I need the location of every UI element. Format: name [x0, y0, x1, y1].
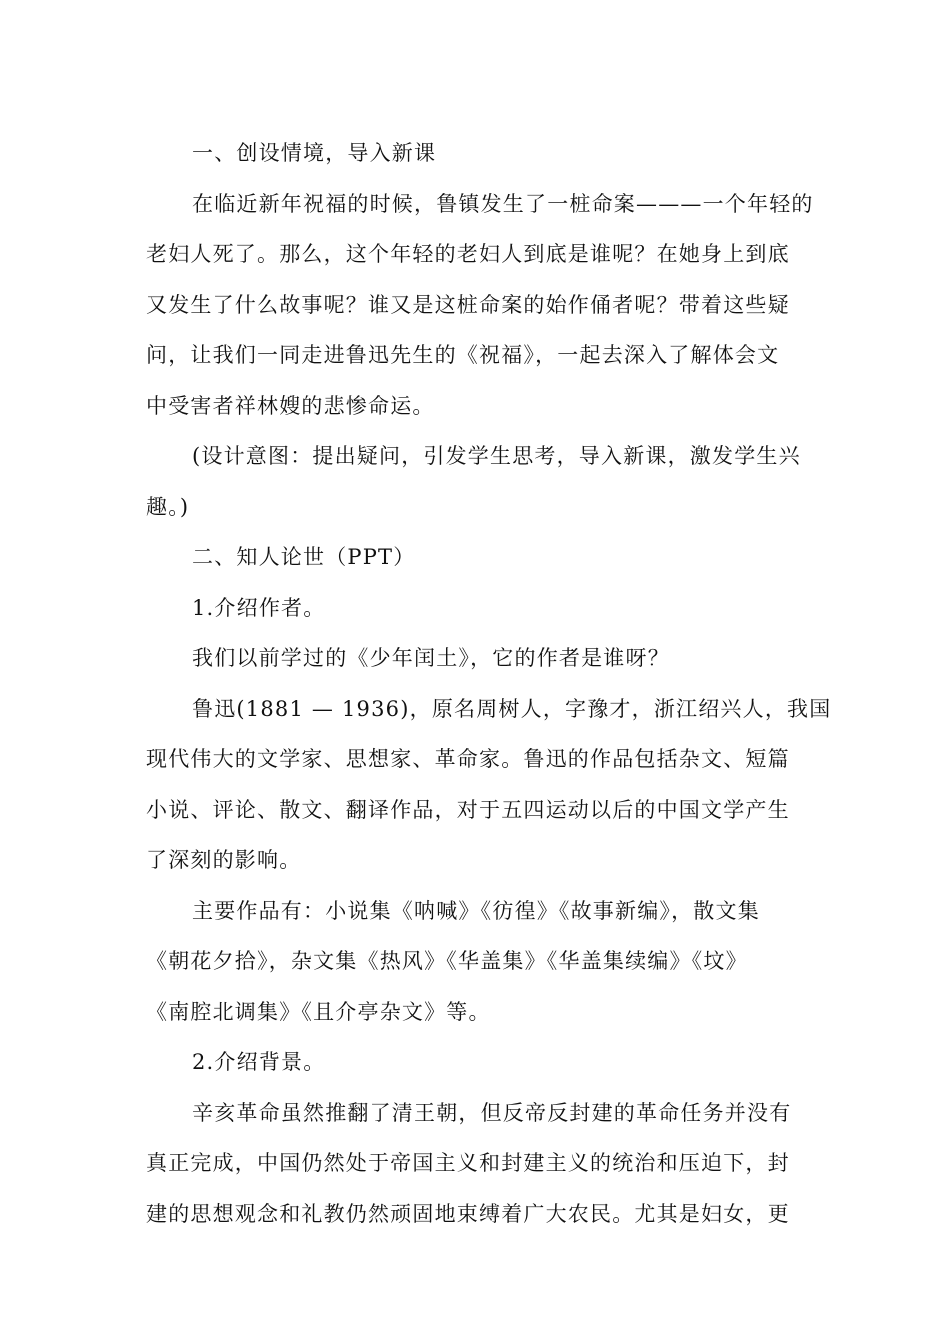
- subsection-heading-background: 2.介绍背景。: [192, 1050, 326, 1074]
- text-line: 我们以前学过的《少年闰土》，它的作者是谁呀？: [192, 646, 670, 670]
- text-line: 又发生了什么故事呢？谁又是这桩命案的始作俑者呢？带着这些疑: [146, 292, 790, 317]
- text-line: 问，让我们一同走进鲁迅先生的《祝福》，一起去深入了解体会文: [146, 343, 780, 367]
- document-body: [146, 128, 832, 1239]
- text-line: 趣。): [146, 494, 190, 519]
- text-line: 鲁迅(1881 — 1936)，原名周树人，字豫才，浙江绍兴人，我国: [192, 696, 832, 721]
- text-line: 在临近新年祝福的时候，鲁镇发生了一桩命案———一个年轻的: [192, 191, 814, 216]
- subsection-heading-author: 1.介绍作者。: [192, 595, 326, 620]
- text-line: 《南腔北调集》《且介亭杂文》等。: [146, 999, 491, 1024]
- design-intent-note: (设计意图：提出疑问，引发学生思考，导入新课，激发学生兴: [192, 444, 801, 468]
- text-line: 真正完成，中国仍然处于帝国主义和封建主义的统治和压迫下，封: [146, 1151, 790, 1175]
- text-line: 老妇人死了。那么，这个年轻的老妇人到底是谁呢？在她身上到底: [146, 242, 790, 266]
- text-line: 辛亥革命虽然推翻了清王朝，但反帝反封建的革命任务并没有: [192, 1100, 792, 1125]
- text-line: 主要作品有：小说集《呐喊》《彷徨》《故事新编》，散文集: [192, 898, 760, 923]
- text-line: 建的思想观念和礼教仍然顽固地束缚着广大农民。尤其是妇女，更: [146, 1201, 790, 1226]
- text-line: 《朝花夕拾》，杂文集《热风》《华盖集》《华盖集续编》《坟》: [146, 949, 748, 973]
- section-heading-2: 二、知人论世（PPT）: [192, 545, 416, 569]
- text-line: 了深刻的影响。: [146, 848, 302, 872]
- text-line: 中受害者祥林嫂的悲惨命运。: [146, 393, 435, 418]
- text-line: 现代伟大的文学家、思想家、革命家。鲁迅的作品包括杂文、短篇: [146, 747, 790, 771]
- text-line: 小说、评论、散文、翻译作品，对于五四运动以后的中国文学产生: [146, 797, 790, 822]
- section-heading-1: 一、创设情境，导入新课: [192, 141, 437, 165]
